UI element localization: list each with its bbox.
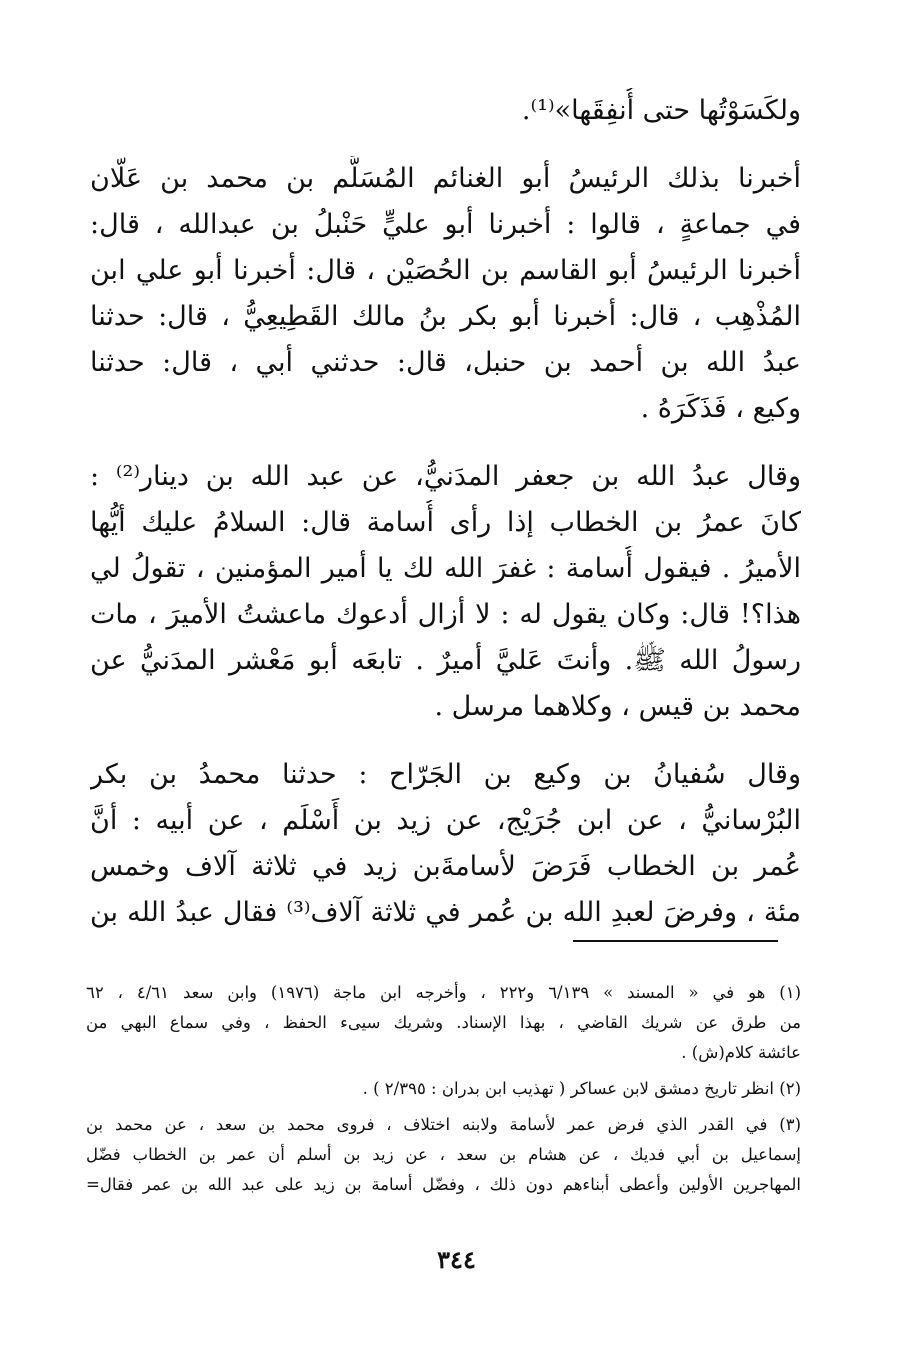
- main-text: [90, 88, 801, 936]
- footnote-line: (١) هو في « المسند » ٦/١٣٩ و٢٢٢ ، وأخرجه ابن ماجة (١٩٧٦) وابن سعد ٤/٦١ ، ٦٢: [86, 983, 801, 1002]
- text-line: عبدُ الله بن أحمد بن حنبل، قال: حدثني أبي ، قال: حدثنا: [90, 347, 801, 378]
- text-line: رسولُ الله ﷺ. وأنتَ عَليَّ أميرٌ . تابعَه أبو مَعْشر المدَنيُّ عن: [90, 645, 801, 676]
- text-line: عُمر بن الخطاب فَرَضَ لأسامةَبن زيد في ثلاثة آلاف وخمس: [90, 851, 801, 882]
- text-line: وكيع ، فَذَكَرَهُ .: [640, 393, 801, 424]
- footnote-line: (٢) انظر تاريخ دمشق لابن عساكر ( تهذيب ابن بدران : ٢/٣٩٥ ) .: [362, 1079, 801, 1098]
- page-number: ٣٤٤: [437, 1245, 476, 1274]
- footnote-line: عائشة كلام(ش) .: [681, 1043, 801, 1062]
- text-line: محمد بن قيس ، وكلاهما مرسل .: [434, 691, 801, 722]
- text-line: أخبرنا بذلك الرئيسُ أبو الغنائم المُسَلَّم بن محمد بن عَلّان: [90, 163, 801, 194]
- footnote-2: [86, 1074, 801, 1104]
- text-line: البُرْسانيُّ ، عن ابن جُرَيْج، عن زيد بن أَسْلَم ، عن أبيه : أنَّ: [90, 805, 801, 836]
- footnote-line: (٣) في القدر الذي فرض عمر لأسامة ولابنه اختلاف ، فروى محمد بن سعد ، عن محمد بن: [86, 1115, 801, 1134]
- text-line: في جماعةٍ ، قالوا : أخبرنا أبو عليٍّ حَنْبلُ بن عبدالله ، قال:: [90, 209, 801, 240]
- text-line: أخبرنا الرئيسُ أبو القاسم بن الحُصَيْن ، قال: أخبرنا أبو علي ابن: [90, 255, 801, 286]
- paragraph-3: [90, 454, 801, 730]
- footnote-divider: [573, 940, 778, 942]
- footnote-line: إسماعيل بن أبي فديك ، عن هشام بن سعد ، عن زيد بن أسلم أن عمر بن الخطاب فضّل: [86, 1145, 801, 1164]
- text-line: المُذْهِب ، قال: أخبرنا أبو بكر بنُ مالك القَطِيعِيُّ ، قال: حدثنا: [90, 301, 801, 332]
- text-line: ولكَسَوْتُها حتى أُنفِقَها»⁽¹⁾.: [521, 95, 801, 126]
- text-line: مئة ، وفرضَ لعبدِ الله بن عُمر في ثلاثة آلاف⁽³⁾ فقال عبدُ الله بن: [90, 897, 801, 928]
- paragraph-4: [90, 752, 801, 936]
- footnote-line: من طرق عن شريك القاضي ، بهذا الإسناد. وشريك سيىء الحفظ ، وفي سماع البهي من: [86, 1013, 801, 1032]
- footnote-line: المهاجرين الأولين وأعطى أبناءهم دون ذلك ، وفضّل أسامة بن زيد على عبد الله بن عمر فقال=: [86, 1175, 801, 1194]
- footnote-3: [86, 1110, 801, 1200]
- text-line: هذا؟! قال: وكان يقول له : لا أزال أدعوك ماعشتُ الأميرَ ، مات: [90, 599, 801, 630]
- paragraph-2: [90, 156, 801, 432]
- text-line: كانَ عمرُ بن الخطاب إذا رأى أُسامة قال: السلامُ عليك أيُّها: [90, 507, 801, 538]
- text-line: وقال عبدُ الله بن جعفر المدَنيُّ، عن عبد الله بن دينار⁽²⁾ :: [90, 461, 801, 492]
- footnotes: [86, 978, 801, 1206]
- paragraph-1: [90, 88, 801, 134]
- text-line: الأميرُ . فيقول أُسامة : غفرَ الله لك يا أمير المؤمنين ، تقولُ لي: [90, 553, 801, 584]
- text-line: وقال سُفيانُ بن وكيع بن الجَرّاح : حدثنا محمدُ بن بكر: [90, 759, 801, 790]
- footnote-1: [86, 978, 801, 1068]
